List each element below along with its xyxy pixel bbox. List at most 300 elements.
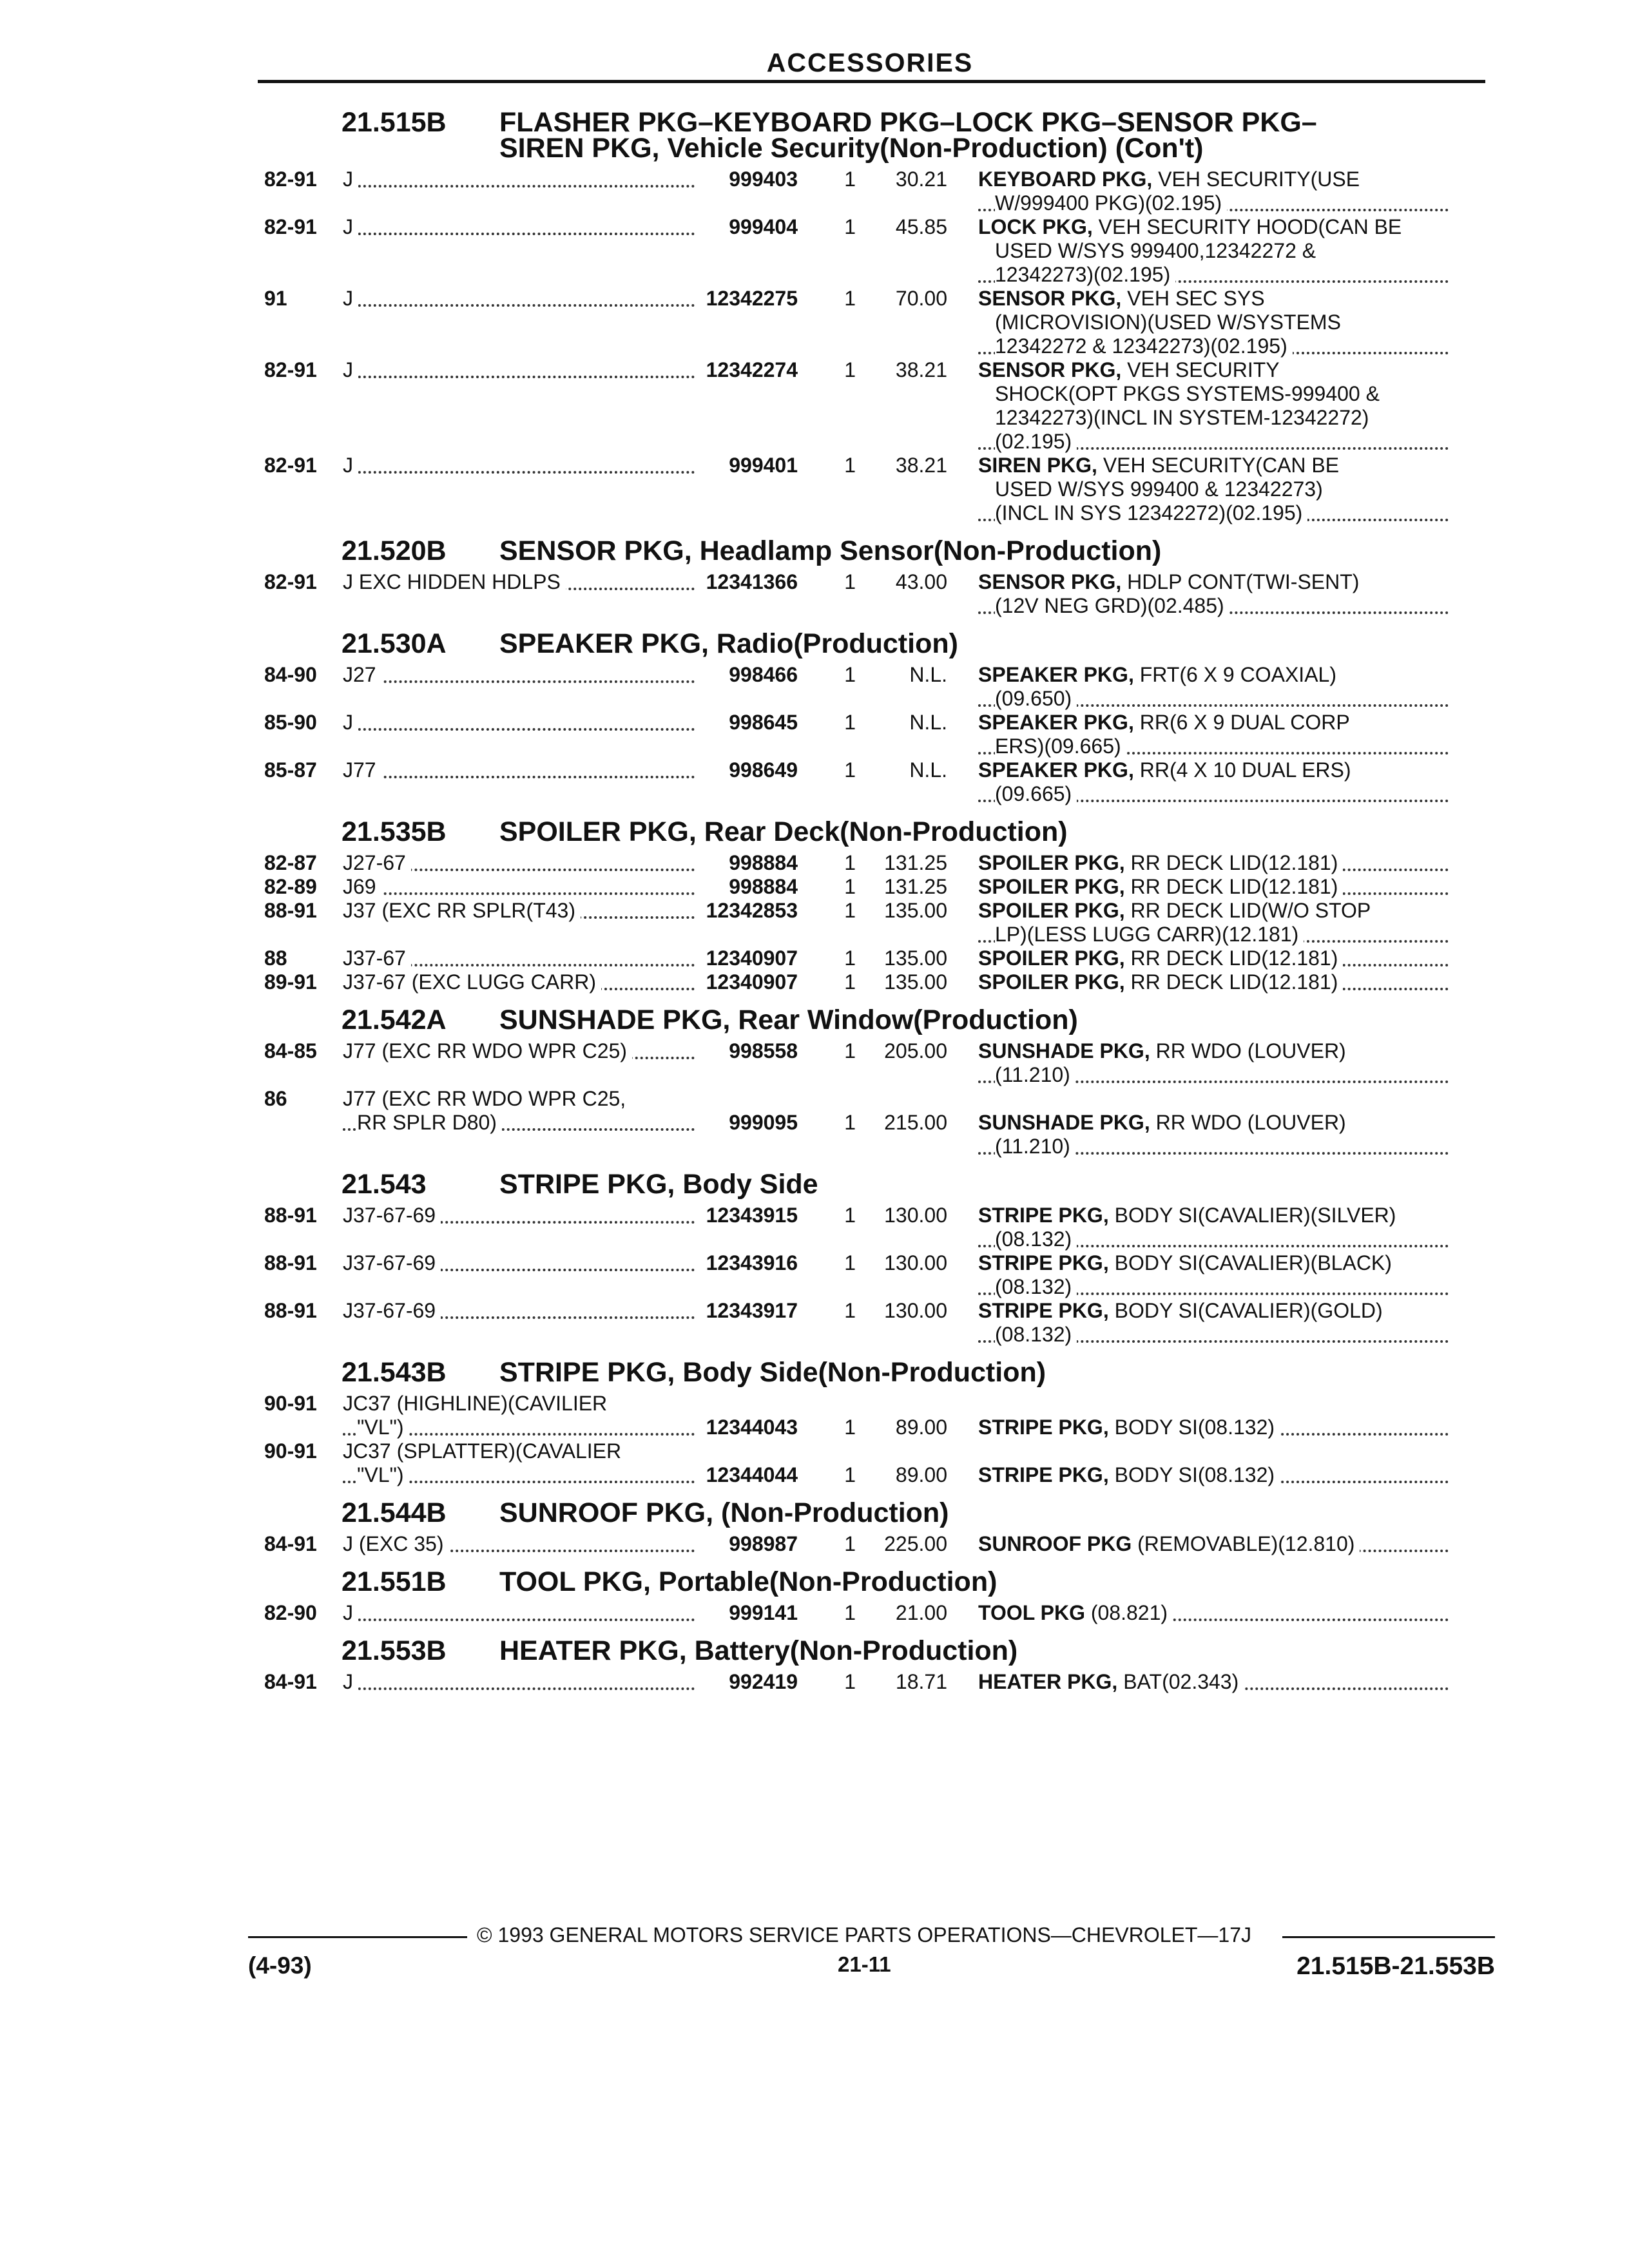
footer-copyright: © 1993 GENERAL MOTORS SERVICE PARTS OPERATIONS—CHEVROLET—17J	[477, 1923, 1251, 1946]
description-text	[995, 334, 1293, 358]
application-line	[343, 711, 695, 735]
part-row	[264, 758, 1489, 806]
application	[343, 1601, 695, 1625]
price: 89.00	[895, 1416, 947, 1439]
description	[947, 1601, 1449, 1625]
application	[343, 168, 695, 191]
model-years: 82-89	[264, 875, 317, 898]
description-text	[995, 382, 1385, 405]
description-value: RR DECK LID(12.181)	[1130, 851, 1338, 874]
application-text: J77 (EXC RR WDO WPR C25)	[343, 1039, 632, 1062]
application-text: J37-67-69	[343, 1204, 441, 1227]
application	[343, 1670, 695, 1694]
description-text	[978, 1532, 1360, 1555]
description-keyword: SUNROOF PKG	[978, 1532, 1132, 1555]
section-title	[499, 629, 1489, 658]
application	[343, 1039, 695, 1063]
description-line	[978, 1039, 1449, 1063]
quantity: 1	[844, 663, 856, 686]
description-value: RR DECK LID(12.181)	[1130, 970, 1338, 994]
description-value: RR DECK LID(12.181)	[1130, 947, 1338, 970]
description-text	[978, 851, 1343, 874]
application-text: J	[343, 454, 358, 477]
price: 135.00	[884, 970, 947, 994]
description-keyword: SUNSHADE PKG,	[978, 1111, 1150, 1134]
description-text	[978, 454, 1344, 477]
price: 21.00	[895, 1601, 947, 1624]
description	[947, 663, 1449, 711]
quantity: 1	[844, 1299, 856, 1322]
description-keyword: STRIPE PKG,	[978, 1251, 1109, 1274]
application	[343, 287, 695, 311]
description-value: (11.210)	[995, 1063, 1070, 1086]
description	[947, 215, 1449, 287]
description-line	[978, 875, 1449, 899]
description-value: BODY SI(CAVALIER)(BLACK)	[1114, 1251, 1392, 1274]
model-years: 86	[264, 1087, 287, 1110]
description-line	[978, 287, 1449, 311]
section-title-line: SPEAKER PKG, Radio(Production)	[499, 628, 958, 659]
model-years: 88-91	[264, 899, 317, 922]
quantity: 1	[844, 287, 856, 310]
application-line	[343, 1463, 695, 1487]
application	[343, 1532, 695, 1556]
description-value: RR DECK LID(W/O STOP	[1130, 899, 1371, 922]
description-value: ERS)(09.665)	[995, 735, 1121, 758]
quantity: 1	[844, 358, 856, 381]
section-title	[499, 818, 1489, 846]
section-title-line: STRIPE PKG, Body Side(Non-Production)	[499, 1357, 1046, 1388]
leader-dots	[343, 185, 695, 187]
description-text	[978, 215, 1407, 238]
description-text	[978, 1251, 1397, 1274]
price: 70.00	[895, 287, 947, 310]
part-row	[264, 1670, 1489, 1694]
description-text	[978, 899, 1376, 922]
price: 225.00	[884, 1532, 947, 1555]
quantity: 1	[844, 215, 856, 238]
description-line	[978, 382, 1449, 406]
description-value: USED W/SYS 999400 & 12342273)	[995, 477, 1323, 501]
description-value: 12342273)(02.195)	[995, 263, 1171, 286]
application-line	[343, 1532, 695, 1556]
application-line	[343, 1039, 695, 1063]
quantity: 1	[844, 1463, 856, 1486]
part-row	[264, 287, 1489, 358]
header-rule	[258, 80, 1485, 83]
part-row	[264, 1204, 1489, 1251]
application-text: J27-67	[343, 851, 411, 874]
description-line	[978, 1111, 1449, 1135]
price: 18.71	[895, 1670, 947, 1693]
part-row	[264, 454, 1489, 525]
model-years: 84-91	[264, 1532, 317, 1555]
description-text	[995, 1227, 1077, 1251]
part-row	[264, 1439, 1489, 1487]
model-years: 91	[264, 287, 287, 310]
model-years: 84-90	[264, 663, 317, 686]
application-text: J	[343, 287, 358, 310]
application	[343, 663, 695, 687]
part-number: 998645	[729, 711, 798, 734]
application-line	[343, 168, 695, 191]
part-number: 12343915	[706, 1204, 798, 1227]
quantity: 1	[844, 1670, 856, 1693]
description-keyword: STRIPE PKG,	[978, 1416, 1109, 1439]
description-text	[978, 1416, 1280, 1439]
part-row	[264, 970, 1489, 994]
quantity: 1	[844, 899, 856, 922]
application	[343, 215, 695, 239]
description-value: 12342273)(INCL IN SYSTEM-12342272)	[995, 406, 1369, 429]
quantity: 1	[844, 1601, 856, 1624]
description-value: HDLP CONT(TWI-SENT)	[1127, 570, 1360, 593]
description-value: (REMOVABLE)(12.810)	[1137, 1532, 1355, 1555]
leader-dots	[343, 376, 695, 378]
application-text: J77 (EXC RR WDO WPR C25,	[343, 1087, 631, 1110]
description-value: RR WDO (LOUVER)	[1155, 1111, 1346, 1134]
description-text	[978, 947, 1343, 970]
application-text: J27	[343, 663, 381, 686]
part-row	[264, 947, 1489, 970]
price: 38.21	[895, 358, 947, 381]
application	[343, 711, 695, 735]
description-keyword: STRIPE PKG,	[978, 1463, 1109, 1486]
description-keyword: SPEAKER PKG,	[978, 758, 1134, 782]
description-value: VEH SECURITY HOOD(CAN BE	[1098, 215, 1402, 238]
description	[947, 1204, 1449, 1251]
description	[947, 454, 1449, 525]
model-years: 88	[264, 947, 287, 970]
application	[343, 1392, 695, 1439]
model-years: 82-87	[264, 851, 317, 874]
description-line	[978, 663, 1449, 687]
description-text	[978, 1299, 1388, 1322]
description-keyword: SUNSHADE PKG,	[978, 1039, 1150, 1062]
description-value: W/999400 PKG)(02.195)	[995, 191, 1222, 215]
section-title-line: SUNSHADE PKG, Rear Window(Production)	[499, 1004, 1078, 1035]
description-keyword: HEATER PKG,	[978, 1670, 1118, 1693]
price: 205.00	[884, 1039, 947, 1062]
description-text	[995, 1323, 1077, 1346]
description-line	[978, 358, 1449, 382]
section-header	[264, 1568, 1489, 1596]
description-line	[978, 947, 1449, 970]
description-keyword: SPOILER PKG,	[978, 851, 1125, 874]
application	[343, 1439, 695, 1487]
model-years: 88-91	[264, 1299, 317, 1322]
description-line	[978, 311, 1449, 334]
description	[947, 570, 1449, 618]
description-line	[978, 1251, 1449, 1275]
description-text	[995, 735, 1126, 758]
model-years: 84-85	[264, 1039, 317, 1062]
price: 130.00	[884, 1251, 947, 1274]
leader-dots	[343, 776, 695, 778]
description-value: (02.195)	[995, 430, 1072, 453]
leader-dots	[343, 680, 695, 683]
description-value: (08.132)	[995, 1275, 1072, 1298]
description-keyword: SPEAKER PKG,	[978, 663, 1134, 686]
part-number: 12344044	[706, 1463, 798, 1486]
section-title	[499, 1358, 1489, 1387]
description	[947, 168, 1449, 215]
application	[343, 758, 695, 782]
application-text: J EXC HIDDEN HDLPS	[343, 570, 566, 593]
part-row	[264, 1251, 1489, 1299]
section-header	[264, 108, 1489, 162]
description-value: VEH SECURITY	[1127, 358, 1280, 381]
application-line	[343, 970, 695, 994]
application	[343, 851, 695, 875]
price: 89.00	[895, 1463, 947, 1486]
model-years: 88-91	[264, 1204, 317, 1227]
description	[947, 358, 1449, 454]
application	[343, 947, 695, 970]
part-number: 999141	[729, 1601, 798, 1624]
quantity: 1	[844, 711, 856, 734]
section-title	[499, 108, 1489, 162]
section-code: 21.551B	[342, 1566, 447, 1597]
quantity: 1	[844, 168, 856, 191]
description	[947, 875, 1449, 899]
description-keyword: SPOILER PKG,	[978, 875, 1125, 898]
part-number: 999401	[729, 454, 798, 477]
part-row	[264, 663, 1489, 711]
section-title-line: TOOL PKG, Portable(Non-Production)	[499, 1566, 998, 1597]
description-value: (12V NEG GRD)(02.485)	[995, 594, 1224, 617]
price: 135.00	[884, 899, 947, 922]
application-text: "VL")	[357, 1416, 409, 1439]
application-text: J37-67-69	[343, 1299, 441, 1322]
description	[947, 1039, 1449, 1087]
part-row	[264, 1039, 1489, 1087]
model-years: 88-91	[264, 1251, 317, 1274]
description-value: (08.132)	[995, 1323, 1072, 1346]
price: 43.00	[895, 570, 947, 593]
application-text: JC37 (HIGHLINE)(CAVILIER	[343, 1392, 612, 1415]
footer-page-number: 21-11	[838, 1952, 891, 1976]
leader-dots	[343, 728, 695, 731]
application-line	[343, 851, 695, 875]
application	[343, 970, 695, 994]
part-number: 998466	[729, 663, 798, 686]
application	[343, 570, 695, 594]
page-title: ACCESSORIES	[766, 48, 974, 77]
application-line	[343, 1670, 695, 1694]
description-keyword: SPOILER PKG,	[978, 947, 1125, 970]
application	[343, 899, 695, 923]
leader-dots	[343, 471, 695, 474]
application-text: J37-67-69	[343, 1251, 441, 1274]
part-number: 998649	[729, 758, 798, 782]
part-row	[264, 1299, 1489, 1347]
catalog-body	[264, 97, 1489, 1694]
description-value: (INCL IN SYS 12342272)(02.195)	[995, 501, 1303, 524]
description-value: RR(6 X 9 DUAL CORP	[1139, 711, 1350, 734]
description-line	[978, 215, 1449, 239]
part-number: 999095	[729, 1111, 798, 1134]
footer-section-range: 21.515B-21.553B	[1296, 1952, 1495, 1980]
section-code: 21.544B	[342, 1497, 447, 1528]
part-row	[264, 1601, 1489, 1625]
application-line	[343, 758, 695, 782]
part-number: 999403	[729, 168, 798, 191]
description-text	[978, 358, 1285, 381]
description-value: (09.665)	[995, 782, 1072, 805]
description-line	[978, 758, 1449, 782]
description-value: BODY SI(08.132)	[1114, 1463, 1275, 1486]
application-line	[343, 1111, 695, 1135]
description-value: (MICROVISION)(USED W/SYSTEMS	[995, 311, 1341, 334]
section-code: 21.530A	[342, 628, 447, 659]
part-number: 992419	[729, 1670, 798, 1693]
application-text: J (EXC 35)	[343, 1532, 448, 1555]
model-years: 82-91	[264, 358, 317, 381]
description-keyword: SPOILER PKG,	[978, 970, 1125, 994]
application	[343, 1087, 695, 1135]
description-value: VEH SECURITY(USE	[1158, 168, 1360, 191]
price: N.L.	[909, 711, 947, 734]
description-text	[995, 239, 1321, 262]
application-line	[343, 1439, 695, 1463]
application-text: J	[343, 1670, 358, 1693]
section-header	[264, 629, 1489, 658]
application-line	[343, 1392, 695, 1416]
description	[947, 1087, 1449, 1158]
model-years: 82-91	[264, 454, 317, 477]
description-text	[978, 287, 1270, 310]
description-line	[978, 1227, 1449, 1251]
description-line	[978, 711, 1449, 735]
application-line	[343, 454, 695, 477]
quantity: 1	[844, 1204, 856, 1227]
description-text	[995, 923, 1304, 946]
price: 45.85	[895, 215, 947, 238]
section-title	[499, 1499, 1489, 1527]
application	[343, 875, 695, 899]
part-row	[264, 168, 1489, 215]
description-line	[978, 851, 1449, 875]
description-line	[978, 1323, 1449, 1347]
quantity: 1	[844, 875, 856, 898]
price: 30.21	[895, 168, 947, 191]
part-row	[264, 875, 1489, 899]
quantity: 1	[844, 758, 856, 782]
description-value: BAT(02.343)	[1123, 1670, 1239, 1693]
part-row	[264, 899, 1489, 947]
description-keyword: SENSOR PKG,	[978, 358, 1122, 381]
model-years: 90-91	[264, 1392, 317, 1415]
part-number: 12344043	[706, 1416, 798, 1439]
description-value: SHOCK(OPT PKGS SYSTEMS-999400 &	[995, 382, 1380, 405]
description-line	[978, 1204, 1449, 1227]
description-line	[978, 430, 1449, 454]
description-line	[978, 1532, 1449, 1556]
application-text: J	[343, 1601, 358, 1624]
description-value: RR DECK LID(12.181)	[1130, 875, 1338, 898]
description-value: (08.821)	[1090, 1601, 1168, 1624]
description	[947, 758, 1449, 806]
part-row	[264, 851, 1489, 875]
description	[947, 947, 1449, 970]
leader-dots	[343, 892, 695, 895]
section-title	[499, 1637, 1489, 1665]
description-value: (09.650)	[995, 687, 1072, 710]
description-line	[978, 1463, 1449, 1487]
description-text	[978, 1039, 1351, 1062]
description-line	[978, 899, 1449, 923]
section-code: 21.515B	[342, 107, 447, 138]
application-text: J69	[343, 875, 381, 898]
description	[947, 1299, 1449, 1347]
description-text	[978, 758, 1356, 782]
application-text: J	[343, 358, 358, 381]
application-line	[343, 663, 695, 687]
description	[947, 899, 1449, 947]
section-header	[264, 818, 1489, 846]
description-value: (11.210)	[995, 1135, 1070, 1158]
description	[947, 1251, 1449, 1299]
section-header	[264, 537, 1489, 565]
description	[947, 1392, 1449, 1439]
description-text	[995, 406, 1374, 429]
section-title	[499, 1006, 1489, 1034]
application-line	[343, 1204, 695, 1227]
part-row	[264, 358, 1489, 454]
part-number: 12340907	[706, 970, 798, 994]
quantity: 1	[844, 1416, 856, 1439]
price: 215.00	[884, 1111, 947, 1134]
part-number: 998558	[729, 1039, 798, 1062]
description-value: FRT(6 X 9 COAXIAL)	[1139, 663, 1336, 686]
quantity: 1	[844, 851, 856, 874]
description-text	[995, 501, 1307, 524]
application-text: RR SPLR D80)	[357, 1111, 502, 1134]
description-text	[995, 311, 1346, 334]
description-line	[978, 687, 1449, 711]
section-title-line: SENSOR PKG, Headlamp Sensor(Non-Production)	[499, 535, 1162, 566]
quantity: 1	[844, 1532, 856, 1555]
model-years: 82-91	[264, 168, 317, 191]
description-value: BODY SI(08.132)	[1114, 1416, 1275, 1439]
section-title-line: SUNROOF PKG, (Non-Production)	[499, 1497, 949, 1528]
application-line	[343, 1251, 695, 1275]
application-text: J37 (EXC RR SPLR(T43)	[343, 899, 581, 922]
description-line	[978, 1416, 1449, 1439]
model-years: 84-91	[264, 1670, 317, 1693]
price: 130.00	[884, 1299, 947, 1322]
description-line	[978, 1601, 1449, 1625]
quantity: 1	[844, 1251, 856, 1274]
application-text: J77	[343, 758, 381, 782]
description-keyword: KEYBOARD PKG,	[978, 168, 1153, 191]
description-keyword: SENSOR PKG,	[978, 570, 1122, 593]
section-code: 21.542A	[342, 1004, 447, 1035]
description-value: VEH SECURITY(CAN BE	[1103, 454, 1340, 477]
model-years: 85-90	[264, 711, 317, 734]
quantity: 1	[844, 570, 856, 593]
part-row	[264, 711, 1489, 758]
description	[947, 970, 1449, 994]
section-title	[499, 1568, 1489, 1596]
description-value: USED W/SYS 999400,12342272 &	[995, 239, 1316, 262]
description-keyword: SIREN PKG,	[978, 454, 1097, 477]
description-text	[978, 970, 1343, 994]
description-text	[978, 875, 1343, 898]
description-text	[995, 1275, 1077, 1298]
application-text: J	[343, 168, 358, 191]
